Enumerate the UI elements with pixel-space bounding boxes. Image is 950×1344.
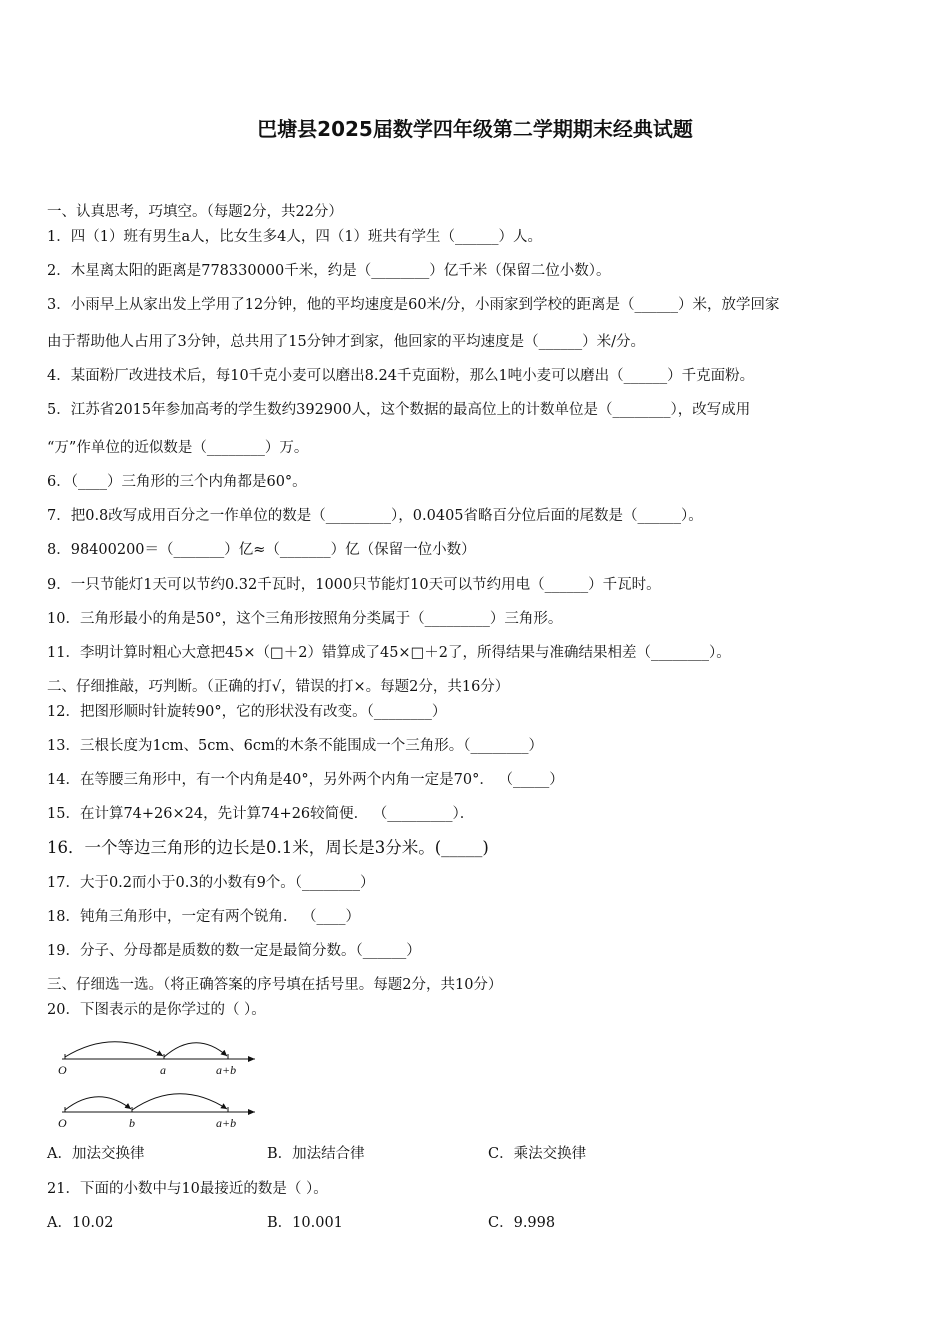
- bottom-label-a-plus-b: a+b: [216, 1116, 237, 1130]
- top-label-origin: O: [58, 1063, 67, 1077]
- number-line-bottom: [58, 1094, 255, 1130]
- q21-option-a: A．10.02: [47, 1215, 114, 1231]
- question-20: 20．下图表示的是你学过的（ ）。: [47, 1002, 266, 1018]
- question-14: 14．在等腰三角形中，有一个内角是40°，另外两个内角一定是70°． （_____）: [47, 772, 564, 788]
- question-3-line-2: 由于帮助他人占用了3分钟，总共用了15分钟才到家，他回家的平均速度是（______）米/分。: [47, 334, 646, 350]
- question-21: 21．下面的小数中与10最接近的数是（ ）。: [47, 1181, 328, 1197]
- number-line-figure: [50, 1030, 270, 1135]
- question-18: 18．钝角三角形中，一定有两个锐角． （____）: [47, 909, 361, 925]
- question-19: 19．分子、分母都是质数的数一定是最简分数。（______）: [47, 943, 421, 959]
- question-10: 10．三角形最小的角是50°，这个三角形按照角分类属于（_________）三角形。: [47, 611, 563, 627]
- question-8: 8．98400200＝（_______）亿≈（_______）亿（保留一位小数）: [47, 542, 476, 558]
- top-label-a-plus-b: a+b: [216, 1063, 237, 1077]
- bottom-label-origin: O: [58, 1116, 67, 1130]
- section-heading-3: 三、仔细选一选。（将正确答案的序号填在括号里。每题2分，共10分）: [47, 977, 503, 993]
- question-12: 12．把图形顺时针旋转90°，它的形状没有改变。（________）: [47, 704, 447, 720]
- top-label-a: a: [160, 1063, 166, 1077]
- q21-option-b: B．10.001: [267, 1215, 343, 1231]
- question-6: 6．（____）三角形的三个内角都是60°。: [47, 474, 307, 490]
- q20-option-b: B．加法结合律: [267, 1146, 365, 1162]
- section-heading-1: 一、认真思考，巧填空。（每题2分，共22分）: [47, 204, 343, 220]
- question-4: 4．某面粉厂改进技术后，每10千克小麦可以磨出8.24千克面粉，那么1吨小麦可以磨出（______）千克面粉。: [47, 368, 755, 384]
- number-line-top: [58, 1042, 255, 1077]
- question-2: 2．木星离太阳的距离是778330000千米，约是（________）亿千米（保留二位小数）。: [47, 263, 611, 279]
- q20-option-c: C．乘法交换律: [488, 1146, 587, 1162]
- page-title: 巴塘县2025届数学四年级第二学期期末经典试题: [257, 117, 693, 141]
- question-1: 1．四（1）班有男生a人，比女生多4人，四（1）班共有学生（______）人。: [47, 229, 543, 245]
- q20-option-a: A．加法交换律: [47, 1146, 145, 1162]
- question-16: 16．一个等边三角形的边长是0.1米，周长是3分米。(_____): [47, 838, 489, 857]
- section-heading-2: 二、仔细推敲，巧判断。（正确的打√，错误的打×。每题2分，共16分）: [47, 679, 510, 695]
- question-17: 17．大于0.2而小于0.3的小数有9个。（________）: [47, 875, 375, 891]
- question-11: 11．李明计算时粗心大意把45×（□＋2）错算成了45×□＋2了，所得结果与准确结果相差（________）。: [47, 645, 731, 661]
- question-5-line-1: 5．江苏省2015年参加高考的学生数约392900人，这个数据的最高位上的计数单位是（________），改写成用: [47, 402, 751, 418]
- question-9: 9．一只节能灯1天可以节约0.32千瓦时，1000只节能灯10天可以节约用电（______）千瓦时。: [47, 577, 661, 593]
- question-15: 15．在计算74+26×24，先计算74+26较简便． （_________）．: [47, 806, 475, 822]
- question-5-line-2: “万”作单位的近似数是（________）万。: [47, 440, 309, 456]
- question-7: 7．把0.8改写成用百分之一作单位的数是（_________），0.0405省略百分位后面的尾数是（______）。: [47, 508, 703, 524]
- question-3-line-1: 3．小雨早上从家出发上学用了12分钟，他的平均速度是60米/分，小雨家到学校的距离是（______）米，放学回家: [47, 297, 780, 313]
- question-13: 13．三根长度为1cm、5cm、6cm的木条不能围成一个三角形。（________）: [47, 738, 543, 754]
- q21-option-c: C．9.998: [488, 1215, 556, 1231]
- bottom-label-b: b: [129, 1116, 135, 1130]
